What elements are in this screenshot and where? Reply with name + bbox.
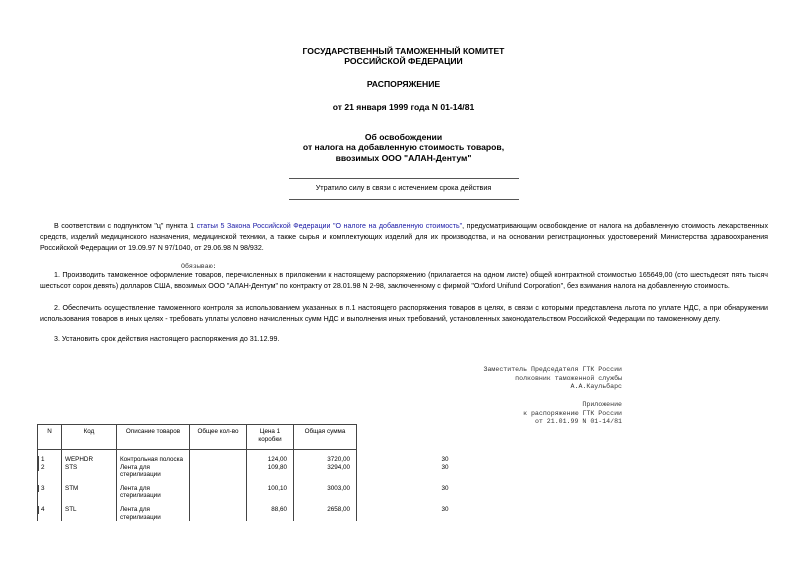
table-row (38, 506, 357, 521)
cell-description-line-1: Контрольная полоска (120, 456, 184, 463)
cell-description-line-2: стерилизации (120, 471, 161, 479)
cell-code: STL (62, 506, 117, 521)
col-header-n: N (38, 425, 62, 450)
table-header-row (38, 425, 357, 450)
cell-n: 2 (38, 464, 62, 479)
cell-code: STS (62, 464, 117, 479)
col-header-price-line-2: коробки (258, 435, 282, 443)
document-subject (0, 132, 807, 163)
authority-line-2: РОССИЙСКОЙ ФЕДЕРАЦИИ (344, 56, 463, 67)
paragraph-item-3: 3. Установить срок действия настоящего распоряжения до 31.12.99. (54, 335, 280, 343)
cell-quantity: 30 (38, 456, 807, 464)
subject-line-3: ввозимых ООО "АЛАН-Дентум" (335, 152, 472, 163)
appendix-date-number: от 21.01.99 N 01-14/81 (534, 418, 622, 426)
col-header-total: Общая сумма (294, 425, 357, 450)
cell-quantity: 30 (38, 464, 807, 472)
subject-line-2: от налога на добавленную стоимость товаров, (302, 142, 505, 153)
table-row (38, 485, 357, 500)
cell-quantity: 30 (38, 485, 807, 493)
cell-price: 88,60 (247, 506, 294, 521)
obligation-word: Обязываю: (181, 263, 217, 270)
cell-n: 4 (38, 506, 62, 521)
preamble-text-end: , предусматривающим освобождение от налога на добавленную стоимость лекарственных средств, изделий медицинского назначения, медицинской техники, а также сырья и комплектующих изделий для их производства, и на основании регистрационных удостоверений Министерства здравоохранения Российской Федерации от 19.09.97 N 97/1040, от 29.06.98 N 98/932. (40, 222, 768, 252)
table-row (38, 464, 357, 479)
cell-description-line-1: Лента для (120, 463, 150, 471)
appendix-reference: к распоряжению ГТК России (523, 409, 622, 417)
signatory-name: А.А.Каульбарс (570, 383, 622, 391)
cell-description-line-1: Лента для (120, 484, 150, 492)
cell-code: WEPHDR (62, 456, 117, 464)
subject-line-1: Об освобождении (364, 132, 443, 142)
preamble-text-start: В соответствии с подпунктом "ц" пункта 1 (54, 222, 197, 230)
cell-n: 3 (38, 485, 62, 500)
cell-description-line-1: Лента для (120, 505, 150, 513)
table-row (38, 456, 357, 464)
appendix-title: Приложение (582, 401, 622, 408)
cell-quantity: 30 (38, 506, 807, 514)
status-divider-bottom (289, 199, 519, 200)
cell-price: 109,80 (247, 464, 294, 479)
law-reference-link[interactable]: статьи 5 Закона Российской Федерации "О налоге на добавленную стоимость" (196, 222, 463, 230)
appendix-header (523, 401, 622, 427)
status-divider-top (289, 178, 519, 179)
signatory-rank: полковник таможенной службы (515, 374, 622, 382)
col-header-description: Описание товаров (117, 425, 190, 450)
preamble-paragraph (40, 221, 768, 254)
cell-code: STM (62, 485, 117, 500)
cell-price: 124,00 (247, 456, 294, 464)
signature-block (484, 366, 623, 392)
cell-total: 3294,00 (294, 464, 357, 479)
cell-total: 3720,00 (294, 456, 357, 464)
signatory-position: Заместитель Председателя ГТК России (483, 366, 622, 373)
paragraph-item-1: 1. Производить таможенное оформление товаров, перечисленных в приложении к настоящему распоряжению (прилагается на одном листе) общей контрактной стоимостью 165649,00 (сто шестьдесят пять тысяч шестьсот сорок девять) долларов США, ввозимых ООО "АЛАН-Дентум" по контракту от 28.01.98 N 2-98, заключенному с фирмой "Oxford Unifund Corporation", без взимания налога на добавленную стоимость. (40, 271, 768, 290)
cell-total: 3003,00 (294, 485, 357, 500)
col-header-price-line-1: Цена 1 (259, 428, 281, 435)
goods-table (37, 424, 449, 521)
col-header-price (247, 425, 294, 450)
paragraph-item-2: 2. Обеспечить осуществление таможенного контроля за использованием указанных в п.1 настоящего распоряжения товаров в целях, в связи с которыми представлена льгота по уплате НДС, а при обнаружении использования товаров в иных целях - требовать уплаты условно начисленных сумм НДС и выполнения иных требований, установленных законодательством Российской Федерации по таможенному делу. (40, 304, 768, 323)
cell-description-line-2: стерилизации (120, 513, 161, 521)
cell-total: 2658,00 (294, 506, 357, 521)
document-type: РАСПОРЯЖЕНИЕ (366, 79, 441, 89)
issuing-authority (0, 46, 807, 67)
status-note: Утратило силу в связи с истечением срока действия (315, 183, 492, 192)
authority-line-1: ГОСУДАРСТВЕННЫЙ ТАМОЖЕННЫЙ КОМИТЕТ (302, 46, 505, 56)
col-header-code: Код (62, 425, 117, 450)
cell-n: 1 (38, 456, 62, 464)
document-date-number: от 21 января 1999 года N 01-14/81 (332, 102, 475, 112)
col-header-quantity: Общее кол-во (190, 425, 247, 450)
cell-description-line-2: стерилизации (120, 492, 161, 500)
cell-price: 100,10 (247, 485, 294, 500)
